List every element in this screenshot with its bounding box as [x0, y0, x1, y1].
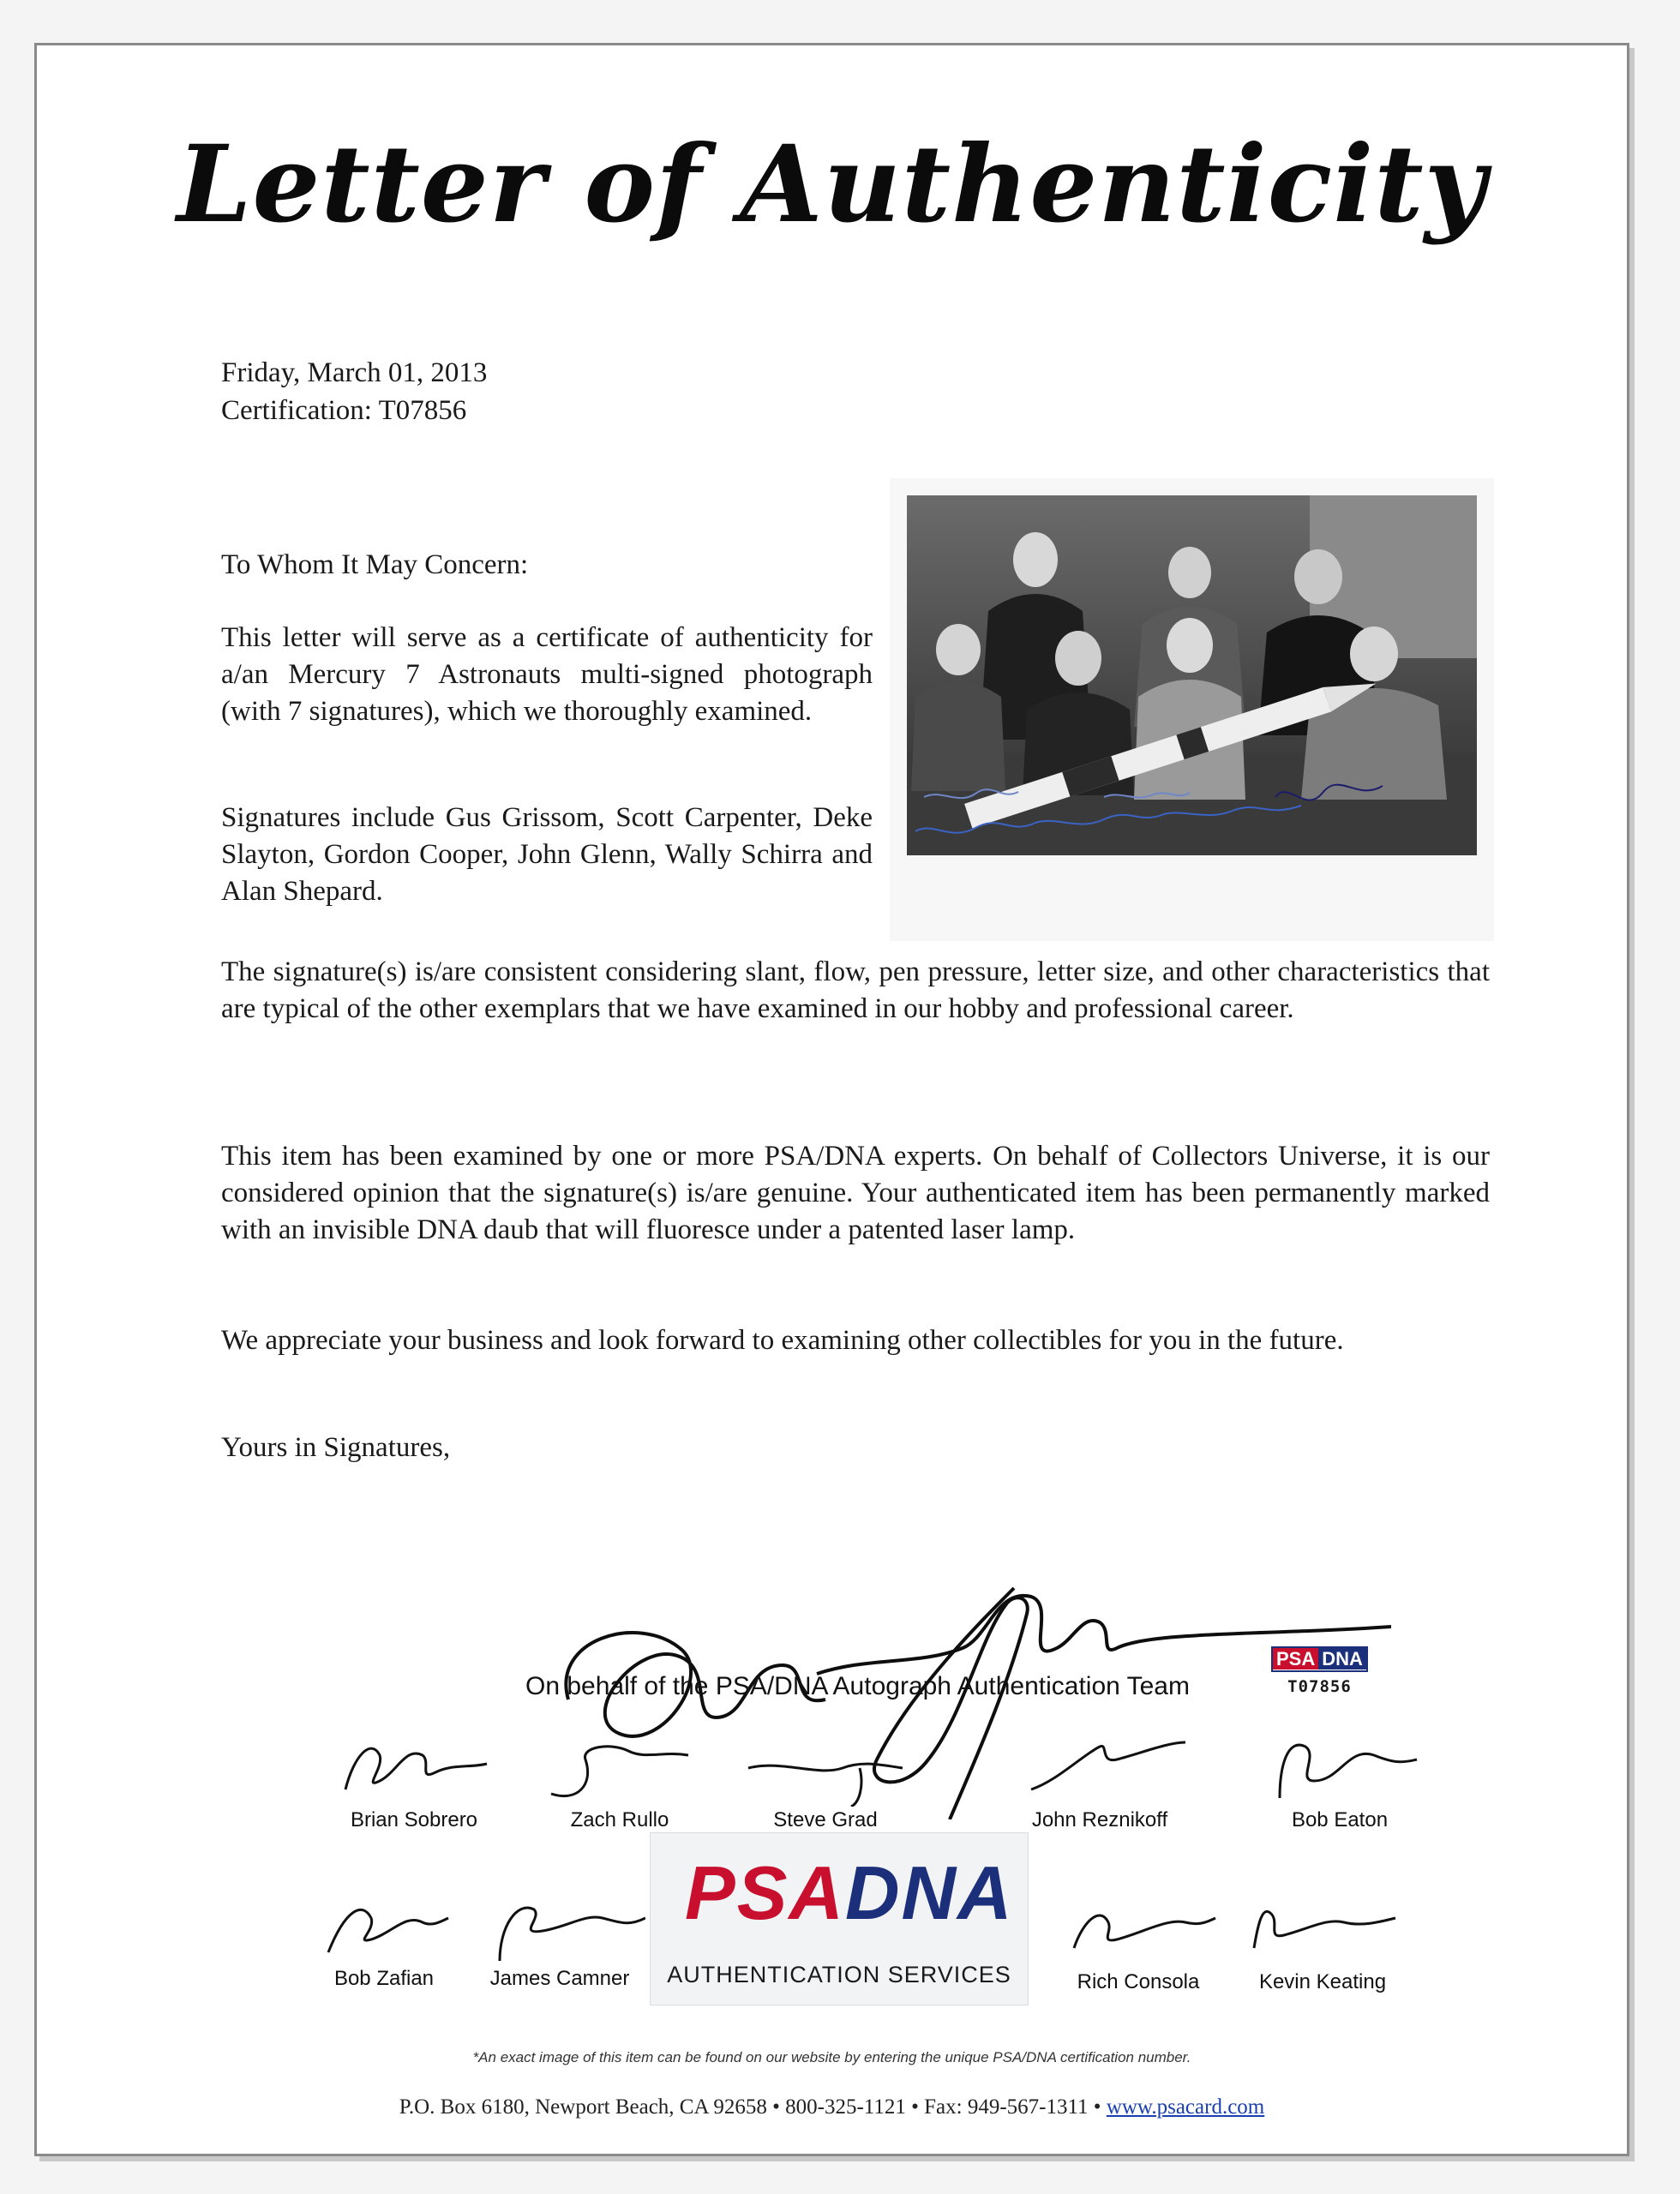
footer-address: [37, 2095, 1627, 2119]
signer-name: Bob Eaton: [1291, 1808, 1389, 1831]
signer-name: Brian Sobrero: [350, 1808, 478, 1831]
astronauts-photograph: [890, 478, 1494, 941]
signature-kevin-keating: [1237, 1888, 1408, 1995]
logo-lettering: PSADNA: [685, 1850, 1014, 1935]
letter-meta: [221, 354, 487, 429]
logo-subtitle: AUTHENTICATION SERVICES: [667, 1962, 1011, 1987]
signature-brian-sobrero: [328, 1729, 500, 1832]
signer-name: Rich Consola: [1077, 1970, 1200, 1993]
handwritten-signature-7: [474, 1888, 645, 1965]
badge-cert-number: T07856: [1287, 1677, 1352, 1696]
signature-zach-rullo: [534, 1729, 705, 1832]
paragraph-consistency: The signature(s) is/are consistent considering slant, flow, pen pressure, letter size, and other characteristics that are typical of the other exemplars that we have examined in our hobby and professional career.: [221, 956, 1490, 1024]
signature-bob-eaton: [1254, 1729, 1425, 1832]
mini-logo: PSA DNA: [1271, 1646, 1368, 1672]
certification-number: Certification: T07856: [221, 395, 467, 426]
handwritten-signature-9: [1237, 1888, 1408, 1965]
paragraph-examination: This item has been examined by one or more PSA/DNA experts. On behalf of Collectors Universe, it is our considered opinion that the signature(s) is/are genuine. Your authenticated item has been permanently marked with an invisible DNA daub that will fluoresce under a patented laser lamp.: [221, 1141, 1490, 1245]
signer-name: Zach Rullo: [570, 1808, 669, 1831]
signature-john-reznikoff: [1005, 1729, 1194, 1832]
address-text: P.O. Box 6180, Newport Beach, CA 92658 • 800-325-1121 • Fax: 949-567-1311 •: [399, 2095, 1101, 2119]
handwritten-signature-2: [534, 1729, 705, 1807]
signer-name: Kevin Keating: [1258, 1970, 1387, 1993]
handwritten-signature-8: [1057, 1888, 1220, 1965]
footnote: *An exact image of this item can be found on our website by entering the unique PSA/DNA certification number.: [472, 2049, 1191, 2065]
signature-steve-grad: [740, 1729, 911, 1832]
team-label: On behalf of the PSA/DNA Autograph Authentication Team: [525, 1672, 1190, 1700]
psa-dna-logo: [650, 1832, 1029, 2005]
handwritten-signature-4: [1005, 1729, 1194, 1807]
handwritten-signature-3: [740, 1729, 911, 1807]
handwritten-signature-1: [328, 1729, 500, 1807]
signature-bob-zafian: [311, 1888, 457, 1991]
signer-name: John Reznikoff: [1031, 1808, 1168, 1831]
letter-sheet: [34, 43, 1629, 2156]
paragraph-certificate: This letter will serve as a certificate of authenticity for a/an Mercury 7 Astronauts multi-signed photograph (with 7 signatures), which we thoroughly examined.: [221, 622, 873, 727]
handwritten-signature-5: [1254, 1729, 1425, 1807]
paragraph-signatures: Signatures include Gus Grissom, Scott Carpenter, Deke Slayton, Gordon Cooper, John Glenn, Wally Schirra and Alan Shepard.: [221, 802, 873, 907]
signature-rich-consola: [1057, 1888, 1220, 1995]
signer-name: Bob Zafian: [333, 1967, 435, 1990]
letter-title: Letter of Authenticity: [177, 123, 1487, 247]
letter-date: Friday, March 01, 2013: [221, 357, 488, 388]
signer-name: Steve Grad: [773, 1808, 878, 1831]
psa-dna-badge: [1271, 1646, 1368, 1696]
photo-image: [907, 495, 1477, 855]
signature-james-camner: [474, 1888, 645, 1991]
salutation: To Whom It May Concern:: [221, 549, 529, 580]
signer-name: James Camner: [489, 1967, 630, 1990]
website-link[interactable]: www.psacard.com: [1106, 2095, 1265, 2119]
paragraph-appreciation: We appreciate your business and look forward to examining other collectibles for you in the future.: [221, 1325, 1344, 1356]
handwritten-signature-6: [311, 1888, 457, 1965]
closing: Yours in Signatures,: [221, 1432, 451, 1463]
